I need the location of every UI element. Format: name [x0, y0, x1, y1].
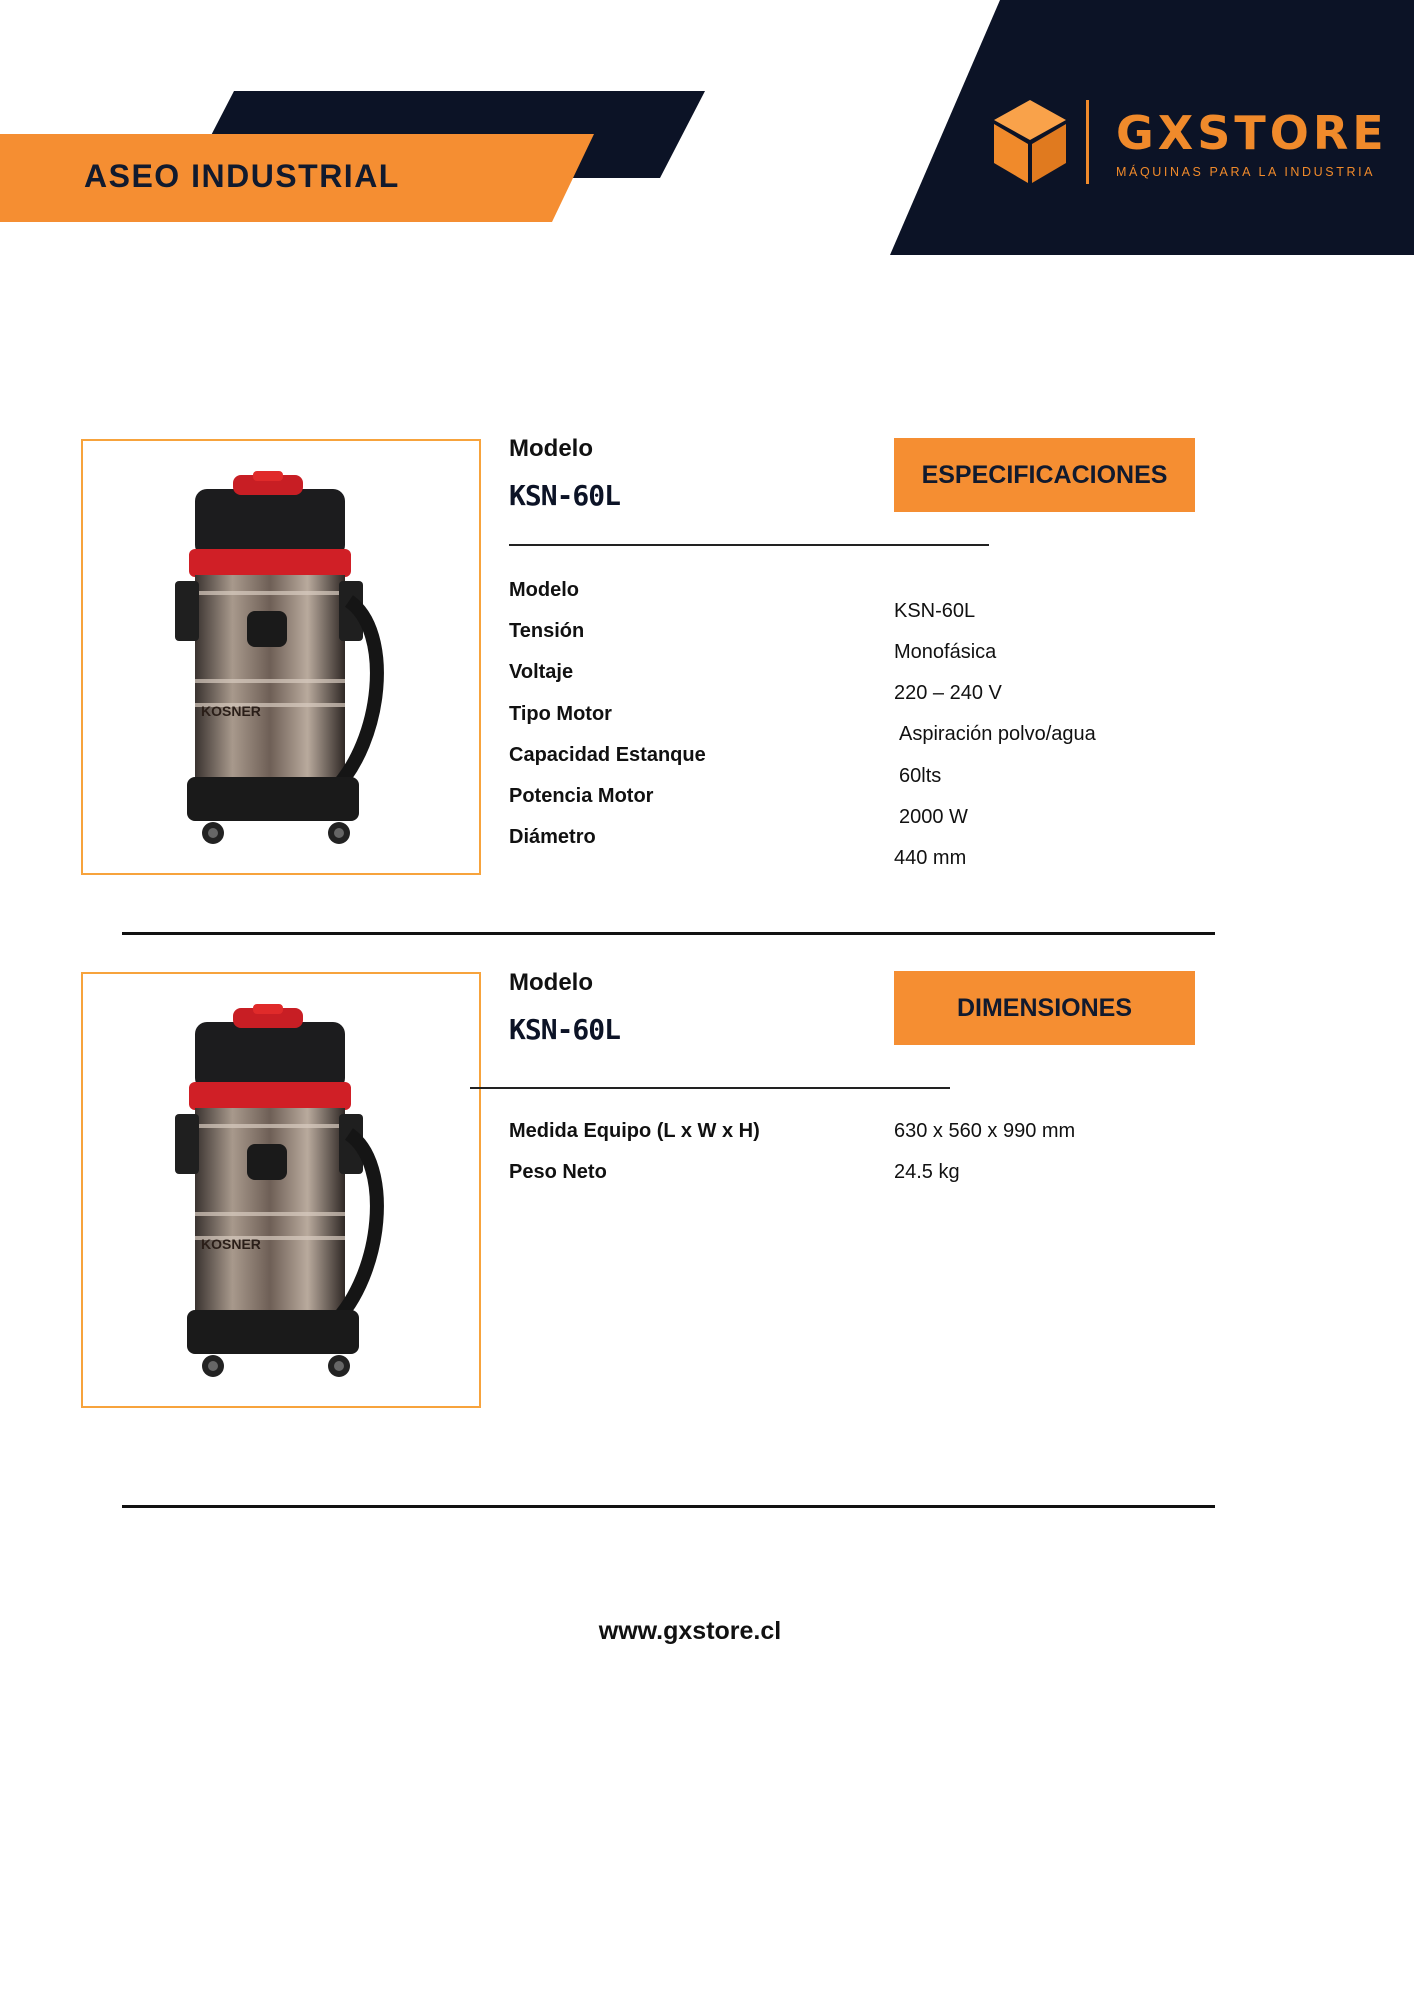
block-separator [122, 932, 1215, 935]
spec-value-voltage-type: Monofásica [894, 641, 997, 663]
spec-value-motor-power: 2000 W [899, 806, 968, 828]
spec-label-voltage: Voltaje [509, 661, 574, 683]
product-brand-text: KOSNER [201, 1236, 261, 1252]
spec-label-tank-capacity: Capacidad Estanque [509, 744, 706, 766]
spec-label-model: Modelo [509, 579, 579, 601]
dim-label-net-weight: Peso Neto [509, 1161, 607, 1183]
section-divider [509, 544, 989, 546]
model-code: KSN-60L [509, 479, 621, 512]
vacuum-cleaner-image [83, 974, 479, 1406]
spec-label-motor-power: Potencia Motor [509, 785, 654, 807]
website-link[interactable]: www.gxstore.cl [598, 1617, 782, 1645]
product-brand-text: KOSNER [201, 703, 261, 719]
block-separator [122, 1505, 1215, 1508]
brand-name: GXSTORE [1116, 106, 1388, 160]
spec-value-model: KSN-60L [894, 600, 976, 622]
dim-value-net-weight: 24.5 kg [894, 1161, 960, 1183]
spec-label-voltage-type: Tensión [509, 620, 585, 642]
model-label: Modelo [509, 435, 593, 462]
spec-value-voltage: 220 – 240 V [894, 682, 1002, 704]
section-divider [470, 1087, 950, 1089]
brand-tagline: MÁQUINAS PARA LA INDUSTRIA [1116, 165, 1376, 179]
spec-value-diameter: 440 mm [894, 847, 967, 869]
spec-value-motor-type: Aspiración polvo/agua [899, 723, 1096, 745]
dim-value-equipment-size: 630 x 560 x 990 mm [894, 1120, 1076, 1142]
product-image-frame [81, 972, 481, 1408]
dim-label-equipment-size: Medida Equipo (L x W x H) [509, 1120, 760, 1142]
spec-value-tank-capacity: 60lts [899, 765, 942, 787]
product-image-frame [81, 439, 481, 875]
spec-label-diameter: Diámetro [509, 826, 596, 848]
model-label: Modelo [509, 969, 593, 996]
dimensions-tag: DIMENSIONES [894, 971, 1195, 1045]
spec-label-motor-type: Tipo Motor [509, 703, 612, 725]
specifications-tag: ESPECIFICACIONES [894, 438, 1195, 512]
vacuum-cleaner-image [83, 441, 479, 873]
model-code: KSN-60L [509, 1013, 621, 1046]
category-title: ASEO INDUSTRIAL [84, 158, 400, 194]
logo-divider [1086, 100, 1089, 184]
